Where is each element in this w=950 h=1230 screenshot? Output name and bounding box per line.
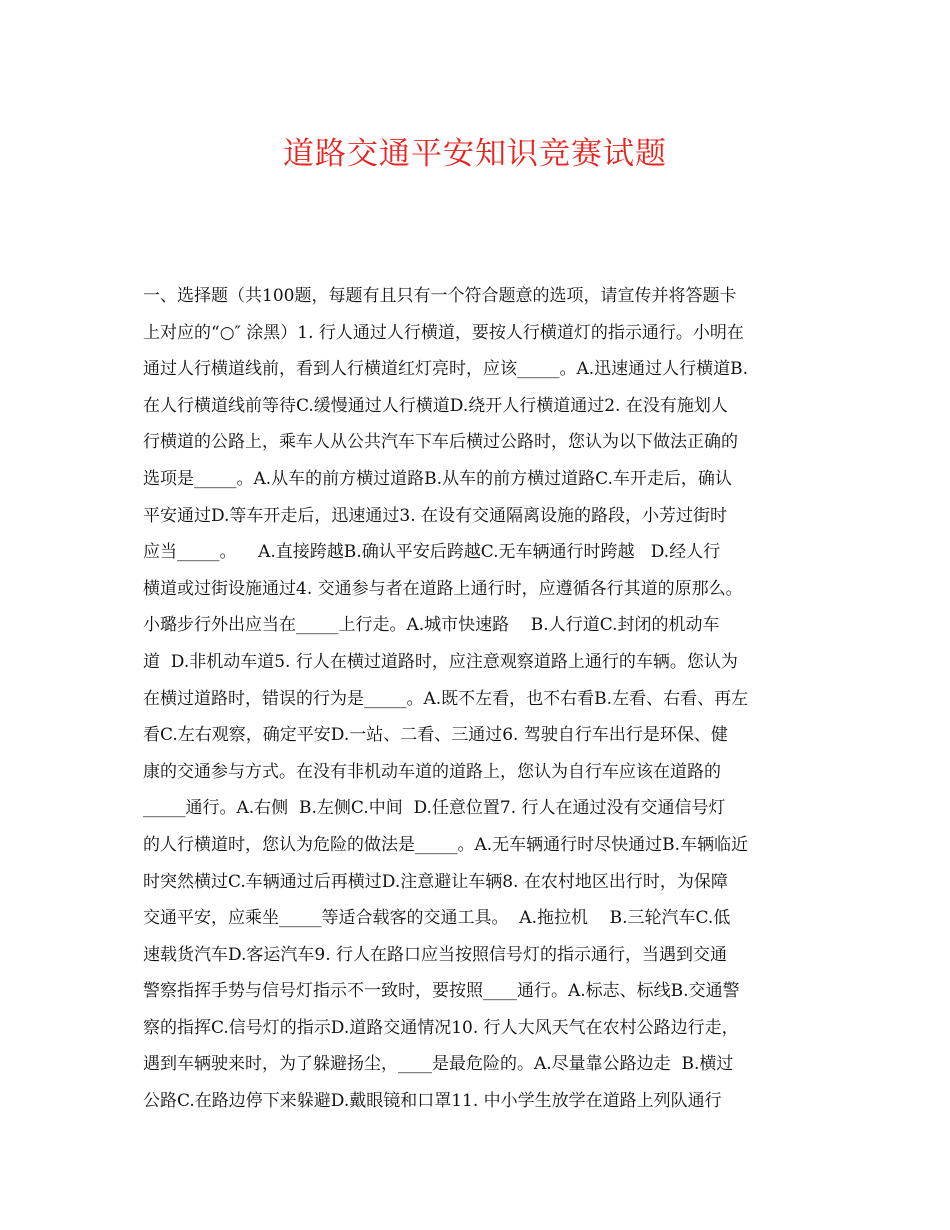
body-line: _____通行。A.右侧 B.左侧C.中间 D.任意位置7. 行人在通过没有交通信号灯 [143, 798, 726, 819]
body-line: 行横道的公路上，乘车人从公共汽车下车后横过公路时，您认为以下做法正确的 [143, 432, 738, 453]
body-line: 速载货汽车D.客运汽车9. 行人在路口应当按照信号灯的指示通行，当遇到交通 [143, 944, 728, 965]
body-line: 上对应的“○″ 涂黑）1. 行人通过人行横道，要按人行横道灯的指示通行。小明在 [143, 322, 744, 343]
body-line: 看C.左右观察，确定平安D.一站、二看、三通过6. 驾驶自行车出行是环保、健 [143, 725, 728, 746]
body-line: 时突然横过C.车辆通过后再横过D.注意避让车辆8. 在农村地区出行时，为保障 [143, 871, 728, 892]
body-line: 察的指挥C.信号灯的指示D.道路交通情况10. 行人大风天气在农村公路边行走， [143, 1017, 739, 1038]
body-line: 交通平安，应乘坐_____等适合载客的交通工具。 A.拖拉机 B.三轮汽车C.低 [143, 908, 731, 929]
body-line: 通过人行横道线前，看到人行横道红灯亮时，应该_____。A.迅速通过人行横道B. [143, 359, 749, 380]
body-line: 公路C.在路边停下来躲避D.戴眼镜和口罩11. 中小学生放学在道路上列队通行 [143, 1091, 722, 1112]
body-line: 康的交通参与方式。在没有非机动车道的道路上，您认为自行车应该在道路的 [143, 761, 721, 782]
body-line: 的人行横道时，您认为危险的做法是_____。A.无车辆通行时尽快通过B.车辆临近 [143, 834, 749, 855]
body-line: 一、选择题（共100题，每题有且只有一个符合题意的选项，请宣传并将答题卡 [143, 286, 737, 306]
body-line: 选项是_____。A.从车的前方横过道路B.从车的前方横过道路C.车开走后，确认 [143, 468, 732, 489]
body-line: 小璐步行外出应当在_____上行走。A.城市快速路 B.人行道C.封闭的机动车 [143, 615, 720, 636]
body-line: 平安通过D.等车开走后，迅速通过3. 在设有交通隔离设施的路段，小芳过街时 [143, 505, 728, 526]
document-body [143, 278, 808, 1120]
body-line: 在人行横道线前等待C.缓慢通过人行横道D.绕开人行横道通过2. 在没有施划人 [143, 395, 728, 416]
document-title: 道路交通平安知识竞赛试题 [283, 136, 667, 172]
body-line: 在横过道路时，错误的行为是_____。A.既不左看，也不右看B.左看、右看、再左 [143, 688, 749, 709]
body-line: 横道或过街设施通过4. 交通参与者在道路上通行时，应遵循各行其道的原那么。 [143, 578, 743, 599]
body-line: 应当_____。 A.直接跨越B.确认平安后跨越C.无车辆通行时跨越 D.经人行 [143, 542, 721, 563]
body-line: 道 D.非机动车道5. 行人在横过道路时，应注意观察道路上通行的车辆。您认为 [143, 651, 738, 672]
body-line: 遇到车辆驶来时，为了躲避扬尘，____是最危险的。A.尽量靠公路边走 B.横过 [143, 1054, 734, 1075]
body-line: 警察指挥手势与信号灯指示不一致时，要按照____通行。A.标志、标线B.交通警 [143, 981, 740, 1002]
